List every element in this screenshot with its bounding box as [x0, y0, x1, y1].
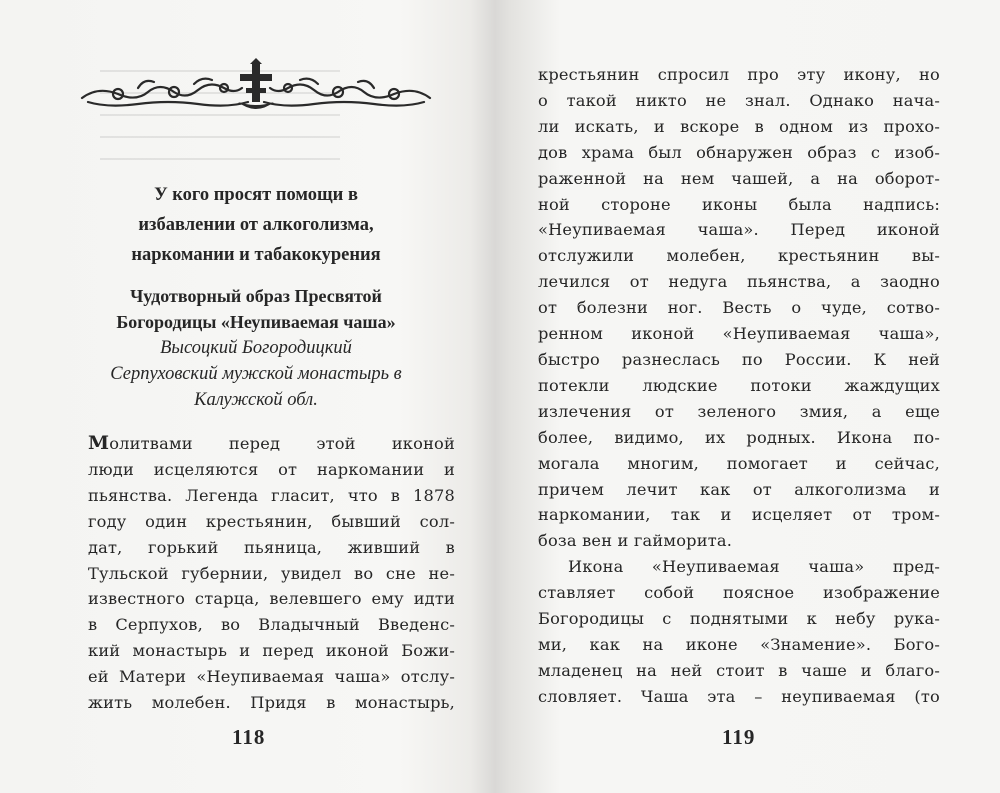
body-line: ренном иконой «Неупиваемая чаша», — [538, 324, 940, 344]
cross-flourish-ornament-icon — [78, 58, 434, 118]
body-line: потекли людские потоки жаждущих — [538, 375, 940, 395]
body-line: причем лечит как от алкоголизма и — [538, 479, 940, 499]
body-line: в Серпухов, во Владычный Введенс- — [88, 615, 455, 635]
icon-title — [60, 283, 452, 335]
body-line: известного старца, велевшего ему идти — [88, 589, 455, 609]
icon-title-line: Чудотворный образ Пресвятой — [130, 286, 382, 306]
monastery-location — [60, 335, 452, 413]
body-line: Богородицы с поднятыми к небу рука- — [538, 609, 940, 629]
body-line: дов храма был обнаружен образ с изоб- — [538, 142, 940, 162]
body-line: младенец на ней стоит в чаше и благо- — [538, 660, 940, 680]
body-line: ной стороне иконы была надпись: — [538, 194, 940, 214]
body-line: словляет. Чаша эта – неупиваемая (то — [538, 686, 940, 706]
body-line: ставляет собой поясное изображение — [538, 583, 940, 603]
body-line: ли искать, и вскоре в одном из прохо- — [538, 116, 940, 136]
body-line: Тульской губернии, увидел во сне не- — [88, 563, 455, 583]
body-line: раженной на нем чашей, а на оборот- — [538, 168, 940, 188]
body-line: о такой никто не знал. Однако нача- — [538, 90, 940, 110]
body-line: от болезни ног. Весть о чуде, сотво- — [538, 298, 940, 318]
location-line: Калужской обл. — [194, 390, 318, 410]
body-line: «Неупиваемая чаша». Перед иконой — [538, 220, 940, 240]
chapter-title-line: избавлении от алкоголизма, — [138, 215, 374, 235]
first-line-text: олитвами перед этой иконой — [109, 434, 455, 453]
page-number-left: 118 — [232, 725, 266, 749]
location-line: Серпуховский мужской монастырь в — [110, 364, 402, 384]
body-line: могала многим, помогает и сейчас, — [538, 453, 940, 473]
body-line — [88, 431, 455, 457]
body-line: жить молебен. Придя в монастырь, — [88, 693, 455, 713]
body-line: ми, как на иконе «Знамение». Бого- — [538, 634, 940, 654]
left-body-text — [88, 431, 455, 716]
body-line: более, видимо, их родных. Икона по- — [538, 427, 940, 447]
body-line: ей Матери «Неупиваемая чаша» отслу- — [88, 667, 455, 687]
left-page — [0, 0, 495, 793]
page-number-right: 119 — [722, 725, 756, 749]
body-line: крестьянин спросил про эту икону, но — [538, 65, 940, 84]
body-line: Икона «Неупиваемая чаша» пред- — [568, 557, 940, 577]
body-line: году один крестьянин, бывший сол- — [88, 511, 455, 531]
body-line: излечения от зеленого змия, а еще — [538, 401, 940, 421]
location-line: Высоцкий Богородицкий — [160, 338, 352, 358]
body-line: наркомании, так и исцеляет от тром- — [538, 505, 940, 525]
drop-cap: М — [88, 432, 110, 454]
body-line: быстро разнеслась по России. К ней — [538, 349, 940, 369]
body-line: люди исцеляются от наркомании и — [88, 459, 455, 479]
body-line: отслужили молебен, крестьянин вы- — [538, 246, 940, 266]
body-line: лечился от недуга пьянства, а заодно — [538, 272, 940, 292]
right-body-text — [538, 62, 940, 710]
body-line: боза вен и гайморита. — [538, 531, 733, 551]
chapter-title — [60, 180, 452, 270]
right-page — [505, 0, 1000, 793]
chapter-title-line: У кого просят помощи в — [154, 185, 358, 205]
chapter-title-line: наркомании и табакокурения — [131, 245, 381, 265]
icon-title-line: Богородицы «Неупиваемая чаша» — [116, 312, 396, 332]
body-line: пьянства. Легенда гласит, что в 1878 — [88, 485, 455, 505]
body-line: кий монастырь и перед иконой Божи- — [88, 641, 455, 661]
body-line: дат, горький пьяница, живший в — [88, 537, 455, 557]
